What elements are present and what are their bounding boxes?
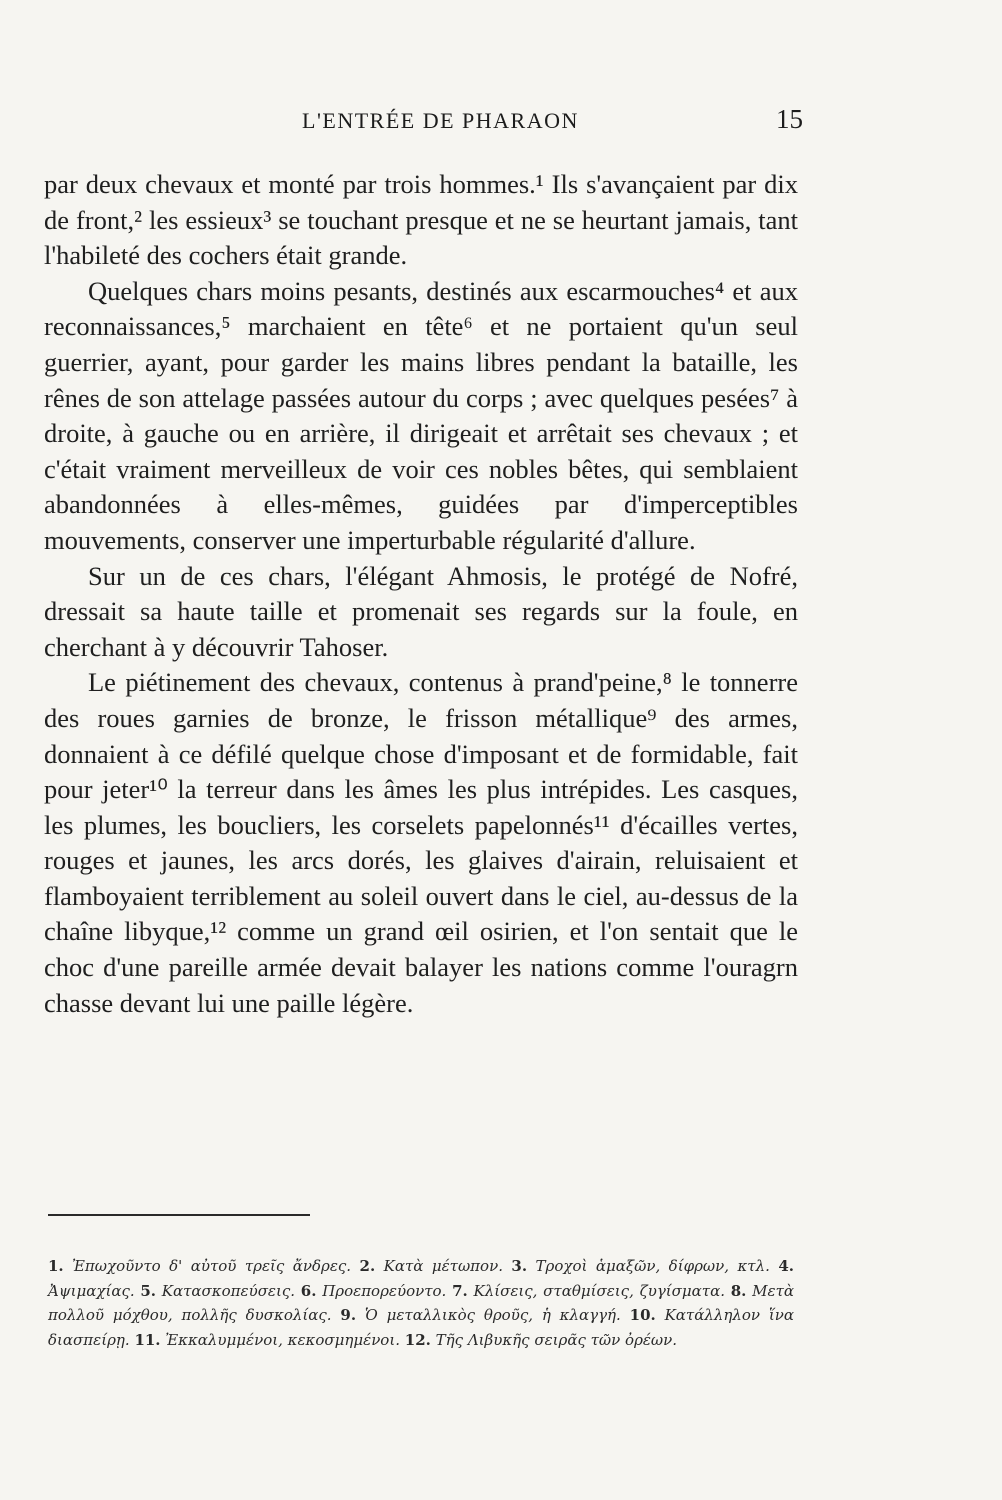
- paragraph-2: Quelques chars moins pesants, destinés aux escarmouches⁴ et aux reconnaissances,⁵ marchaient en tête⁶ et ne portaient qu'un seul guerrier, ayant, pour garder les mains libres pendant la bataille, les rênes de son attelage passées autour du corps ; avec quelques pesées⁷ à droite, à gauche ou en arrière, il dirigeait et arrêtait ses chevaux ; et c'était vraiment merveilleux de voir ces nobles bêtes, qui semblaient abandonnées à elles-mêmes, guidées par d'imperceptibles mouvements, conserver une imperturbable régularité d'allure.: [44, 275, 798, 555]
- running-head: [0, 104, 1002, 142]
- footnote-5: 5. Κατασκοπεύσεις.: [140, 1281, 296, 1300]
- footnote-2: 2. Κατὰ μέτωπον.: [359, 1257, 503, 1275]
- footnote-7: 7. Κλίσεις, σταθμίσεις, ζυγίσματα.: [452, 1281, 725, 1300]
- footnote-1: 1. Ἐπωχοῦντο δ' αὐτοῦ τρεῖς ἄνδρες.: [48, 1257, 352, 1275]
- paragraph-4: Le piétinement des chevaux, contenus à prand'peine,⁸ le tonnerre des roues garnies de bronze, le frisson métallique⁹ des armes, donnaient à ce défilé quelque chose d'imposant et de formidable, fait pour jeter¹⁰ la terreur dans les âmes les plus intrépides. Les casques, les plumes, les boucliers, les corselets papelonnés¹¹ d'écailles vertes, rouges et jaunes, les arcs dorés, les glaives d'airain, reluisaient et flamboyaient terriblement au soleil ouvert dans le ciel, au-dessus de la chaîne libyque,¹² comme un grand œil osirien, et l'on sentait que le choc d'une pareille armée devait balayer les nations comme l'ouragrn chasse devant lui une paille légère.: [44, 667, 798, 1018]
- paragraph-3: Sur un de ces chars, l'élégant Ahmosis, le protégé de Nofré, dressait sa haute taille et promenait ses regards sur la foule, en cherchant à y découvrir Tahoser.: [44, 560, 798, 662]
- footnote-3: 3. Τροχοὶ ἁμαξῶν, δίφρων, κτλ.: [511, 1257, 770, 1275]
- chapter-title: L'ENTRÉE DE PHARAON: [302, 108, 579, 133]
- footnote-6: 6. Προεπορεύοντο.: [300, 1281, 447, 1300]
- footnote-12: 12. Τῆς Λιβυκῆς σειρᾶς τῶν ὀρέων.: [404, 1330, 678, 1349]
- footnote-9: 9. Ὁ μεταλλικὸς θροῦς, ἡ κλαγγή.: [340, 1306, 621, 1324]
- footnote-4: 4. Ἀψιμαχίας.: [48, 1257, 794, 1300]
- paragraph-1: par deux chevaux et monté par trois hommes.¹ Ils s'avançaient par dix de front,² les essieux³ se touchant presque et ne se heurtant jamais, tant l'habileté des cochers était grande.: [44, 169, 798, 271]
- footnote-8: 8. Μετὰ πολλοῦ μόχθου, πολλῆς δυσκολίας.: [48, 1281, 794, 1324]
- page-number: 15: [776, 104, 803, 134]
- footnote-11: 11. Ἐκκαλυμμένοι, κεκοσμημένοι.: [134, 1330, 400, 1349]
- footnotes: [48, 1254, 794, 1352]
- footnote-10: 10. Κατάλληλον ἵνα διασπείρῃ.: [48, 1306, 794, 1349]
- footnote-rule: [48, 1214, 310, 1216]
- body-text: [44, 167, 798, 1021]
